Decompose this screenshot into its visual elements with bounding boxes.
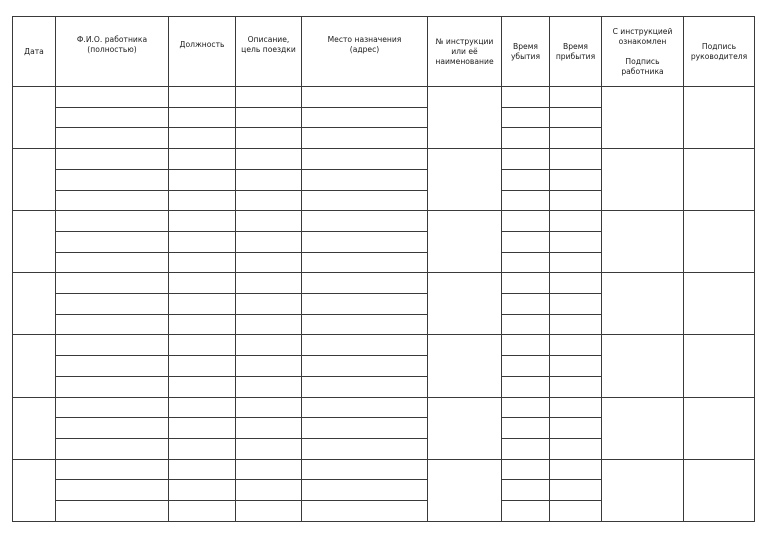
fio-cell[interactable] xyxy=(56,376,169,397)
table-row xyxy=(13,459,755,480)
departure-cell[interactable] xyxy=(502,397,550,418)
departure-cell[interactable] xyxy=(502,273,550,294)
employee-signature-cell[interactable] xyxy=(602,273,684,335)
destination-cell[interactable] xyxy=(302,480,428,501)
departure-cell[interactable] xyxy=(502,169,550,190)
fio-cell[interactable] xyxy=(56,397,169,418)
arrival-cell[interactable] xyxy=(550,501,602,522)
position-cell[interactable] xyxy=(169,397,236,418)
fio-cell[interactable] xyxy=(56,149,169,170)
destination-cell[interactable] xyxy=(302,273,428,294)
instruction-cell[interactable] xyxy=(428,397,502,459)
position-cell[interactable] xyxy=(169,376,236,397)
arrival-cell[interactable] xyxy=(550,128,602,149)
departure-cell[interactable] xyxy=(502,87,550,108)
header-row xyxy=(13,17,755,87)
destination-cell[interactable] xyxy=(302,294,428,315)
departure-cell[interactable] xyxy=(502,190,550,211)
destination-cell[interactable] xyxy=(302,314,428,335)
arrival-cell[interactable] xyxy=(550,211,602,232)
destination-cell[interactable] xyxy=(302,211,428,232)
description-cell[interactable] xyxy=(236,438,302,459)
departure-cell[interactable] xyxy=(502,438,550,459)
log-table xyxy=(12,16,755,522)
table-row xyxy=(13,87,755,108)
fio-cell[interactable] xyxy=(56,252,169,273)
employee-signature-cell[interactable] xyxy=(602,459,684,521)
destination-cell[interactable] xyxy=(302,376,428,397)
manager-signature-cell[interactable] xyxy=(684,459,755,521)
fio-cell[interactable] xyxy=(56,190,169,211)
description-cell[interactable] xyxy=(236,211,302,232)
fio-cell[interactable] xyxy=(56,356,169,377)
arrival-cell[interactable] xyxy=(550,231,602,252)
date-cell[interactable] xyxy=(13,211,56,273)
position-cell[interactable] xyxy=(169,252,236,273)
description-cell[interactable] xyxy=(236,252,302,273)
date-cell[interactable] xyxy=(13,149,56,211)
table-row xyxy=(13,211,755,232)
departure-cell[interactable] xyxy=(502,356,550,377)
header-manager-sign xyxy=(684,17,755,87)
position-cell[interactable] xyxy=(169,335,236,356)
departure-cell[interactable] xyxy=(502,128,550,149)
departure-cell[interactable] xyxy=(502,501,550,522)
header-fio-label: Ф.И.О. работника (полностью) xyxy=(76,34,148,54)
description-cell[interactable] xyxy=(236,149,302,170)
destination-cell[interactable] xyxy=(302,418,428,439)
header-departure-label: Время убытия xyxy=(510,41,541,61)
header-acknowledged-label: С инструкцией ознакомлен Подпись работника xyxy=(612,26,673,76)
arrival-cell[interactable] xyxy=(550,438,602,459)
manager-signature-cell[interactable] xyxy=(684,87,755,149)
fio-cell[interactable] xyxy=(56,501,169,522)
date-cell[interactable] xyxy=(13,335,56,397)
position-cell[interactable] xyxy=(169,418,236,439)
description-cell[interactable] xyxy=(236,314,302,335)
description-cell[interactable] xyxy=(236,376,302,397)
description-cell[interactable] xyxy=(236,273,302,294)
destination-cell[interactable] xyxy=(302,128,428,149)
manager-signature-cell[interactable] xyxy=(684,335,755,397)
table-row xyxy=(13,149,755,170)
description-cell[interactable] xyxy=(236,501,302,522)
header-arrival xyxy=(550,17,602,87)
destination-cell[interactable] xyxy=(302,459,428,480)
position-cell[interactable] xyxy=(169,459,236,480)
position-cell[interactable] xyxy=(169,273,236,294)
arrival-cell[interactable] xyxy=(550,418,602,439)
fio-cell[interactable] xyxy=(56,107,169,128)
header-destination-label: Место назначения (адрес) xyxy=(327,34,402,54)
departure-cell[interactable] xyxy=(502,107,550,128)
destination-cell[interactable] xyxy=(302,149,428,170)
travel-instruction-log-form xyxy=(12,16,754,522)
fio-cell[interactable] xyxy=(56,128,169,149)
header-fio xyxy=(56,17,169,87)
fio-cell[interactable] xyxy=(56,459,169,480)
arrival-cell[interactable] xyxy=(550,169,602,190)
description-cell[interactable] xyxy=(236,418,302,439)
manager-signature-cell[interactable] xyxy=(684,211,755,273)
description-cell[interactable] xyxy=(236,397,302,418)
arrival-cell[interactable] xyxy=(550,149,602,170)
description-cell[interactable] xyxy=(236,480,302,501)
destination-cell[interactable] xyxy=(302,231,428,252)
position-cell[interactable] xyxy=(169,356,236,377)
destination-cell[interactable] xyxy=(302,169,428,190)
manager-signature-cell[interactable] xyxy=(684,149,755,211)
description-cell[interactable] xyxy=(236,231,302,252)
description-cell[interactable] xyxy=(236,459,302,480)
position-cell[interactable] xyxy=(169,107,236,128)
position-cell[interactable] xyxy=(169,501,236,522)
description-cell[interactable] xyxy=(236,294,302,315)
departure-cell[interactable] xyxy=(502,376,550,397)
destination-cell[interactable] xyxy=(302,107,428,128)
manager-signature-cell[interactable] xyxy=(684,397,755,459)
instruction-cell[interactable] xyxy=(428,87,502,149)
destination-cell[interactable] xyxy=(302,356,428,377)
description-cell[interactable] xyxy=(236,128,302,149)
header-date xyxy=(13,17,56,87)
fio-cell[interactable] xyxy=(56,438,169,459)
header-instruction-label: № инструкции или её наименование xyxy=(435,36,494,66)
departure-cell[interactable] xyxy=(502,294,550,315)
position-cell[interactable] xyxy=(169,211,236,232)
position-cell[interactable] xyxy=(169,231,236,252)
position-cell[interactable] xyxy=(169,438,236,459)
header-description xyxy=(236,17,302,87)
fio-cell[interactable] xyxy=(56,169,169,190)
fio-cell[interactable] xyxy=(56,211,169,232)
header-destination xyxy=(302,17,428,87)
employee-signature-cell[interactable] xyxy=(602,87,684,149)
description-cell[interactable] xyxy=(236,356,302,377)
log-body xyxy=(13,87,755,522)
arrival-cell[interactable] xyxy=(550,273,602,294)
table-row xyxy=(13,335,755,356)
arrival-cell[interactable] xyxy=(550,335,602,356)
instruction-cell[interactable] xyxy=(428,459,502,521)
arrival-cell[interactable] xyxy=(550,376,602,397)
fio-cell[interactable] xyxy=(56,418,169,439)
position-cell[interactable] xyxy=(169,314,236,335)
header-instruction xyxy=(428,17,502,87)
fio-cell[interactable] xyxy=(56,480,169,501)
date-cell[interactable] xyxy=(13,459,56,521)
arrival-cell[interactable] xyxy=(550,314,602,335)
instruction-cell[interactable] xyxy=(428,211,502,273)
arrival-cell[interactable] xyxy=(550,397,602,418)
date-cell[interactable] xyxy=(13,273,56,335)
date-cell[interactable] xyxy=(13,87,56,149)
description-cell[interactable] xyxy=(236,190,302,211)
destination-cell[interactable] xyxy=(302,501,428,522)
fio-cell[interactable] xyxy=(56,231,169,252)
instruction-cell[interactable] xyxy=(428,335,502,397)
employee-signature-cell[interactable] xyxy=(602,335,684,397)
departure-cell[interactable] xyxy=(502,418,550,439)
header-position xyxy=(169,17,236,87)
destination-cell[interactable] xyxy=(302,397,428,418)
destination-cell[interactable] xyxy=(302,438,428,459)
arrival-cell[interactable] xyxy=(550,459,602,480)
table-row xyxy=(13,273,755,294)
destination-cell[interactable] xyxy=(302,335,428,356)
fio-cell[interactable] xyxy=(56,87,169,108)
header-manager-sign-label: Подпись руководителя xyxy=(690,41,748,61)
description-cell[interactable] xyxy=(236,169,302,190)
position-cell[interactable] xyxy=(169,169,236,190)
departure-cell[interactable] xyxy=(502,335,550,356)
employee-signature-cell[interactable] xyxy=(602,149,684,211)
header-departure xyxy=(502,17,550,87)
position-cell[interactable] xyxy=(169,128,236,149)
departure-cell[interactable] xyxy=(502,149,550,170)
fio-cell[interactable] xyxy=(56,314,169,335)
departure-cell[interactable] xyxy=(502,211,550,232)
employee-signature-cell[interactable] xyxy=(602,397,684,459)
arrival-cell[interactable] xyxy=(550,252,602,273)
arrival-cell[interactable] xyxy=(550,107,602,128)
destination-cell[interactable] xyxy=(302,190,428,211)
fio-cell[interactable] xyxy=(56,294,169,315)
position-cell[interactable] xyxy=(169,87,236,108)
departure-cell[interactable] xyxy=(502,231,550,252)
manager-signature-cell[interactable] xyxy=(684,273,755,335)
position-cell[interactable] xyxy=(169,149,236,170)
instruction-cell[interactable] xyxy=(428,149,502,211)
date-cell[interactable] xyxy=(13,397,56,459)
description-cell[interactable] xyxy=(236,87,302,108)
position-cell[interactable] xyxy=(169,480,236,501)
header-arrival-label: Время прибытия xyxy=(555,41,596,61)
header-acknowledged xyxy=(602,17,684,87)
destination-cell[interactable] xyxy=(302,252,428,273)
arrival-cell[interactable] xyxy=(550,87,602,108)
position-cell[interactable] xyxy=(169,190,236,211)
departure-cell[interactable] xyxy=(502,459,550,480)
fio-cell[interactable] xyxy=(56,335,169,356)
departure-cell[interactable] xyxy=(502,252,550,273)
arrival-cell[interactable] xyxy=(550,480,602,501)
header-description-label: Описание, цель поездки xyxy=(241,34,296,54)
arrival-cell[interactable] xyxy=(550,190,602,211)
departure-cell[interactable] xyxy=(502,314,550,335)
header-position-label: Должность xyxy=(179,39,225,49)
instruction-cell[interactable] xyxy=(428,273,502,335)
position-cell[interactable] xyxy=(169,294,236,315)
table-row xyxy=(13,397,755,418)
description-cell[interactable] xyxy=(236,335,302,356)
employee-signature-cell[interactable] xyxy=(602,211,684,273)
destination-cell[interactable] xyxy=(302,87,428,108)
description-cell[interactable] xyxy=(236,107,302,128)
fio-cell[interactable] xyxy=(56,273,169,294)
departure-cell[interactable] xyxy=(502,480,550,501)
header-date-label: Дата xyxy=(24,46,44,56)
arrival-cell[interactable] xyxy=(550,294,602,315)
arrival-cell[interactable] xyxy=(550,356,602,377)
